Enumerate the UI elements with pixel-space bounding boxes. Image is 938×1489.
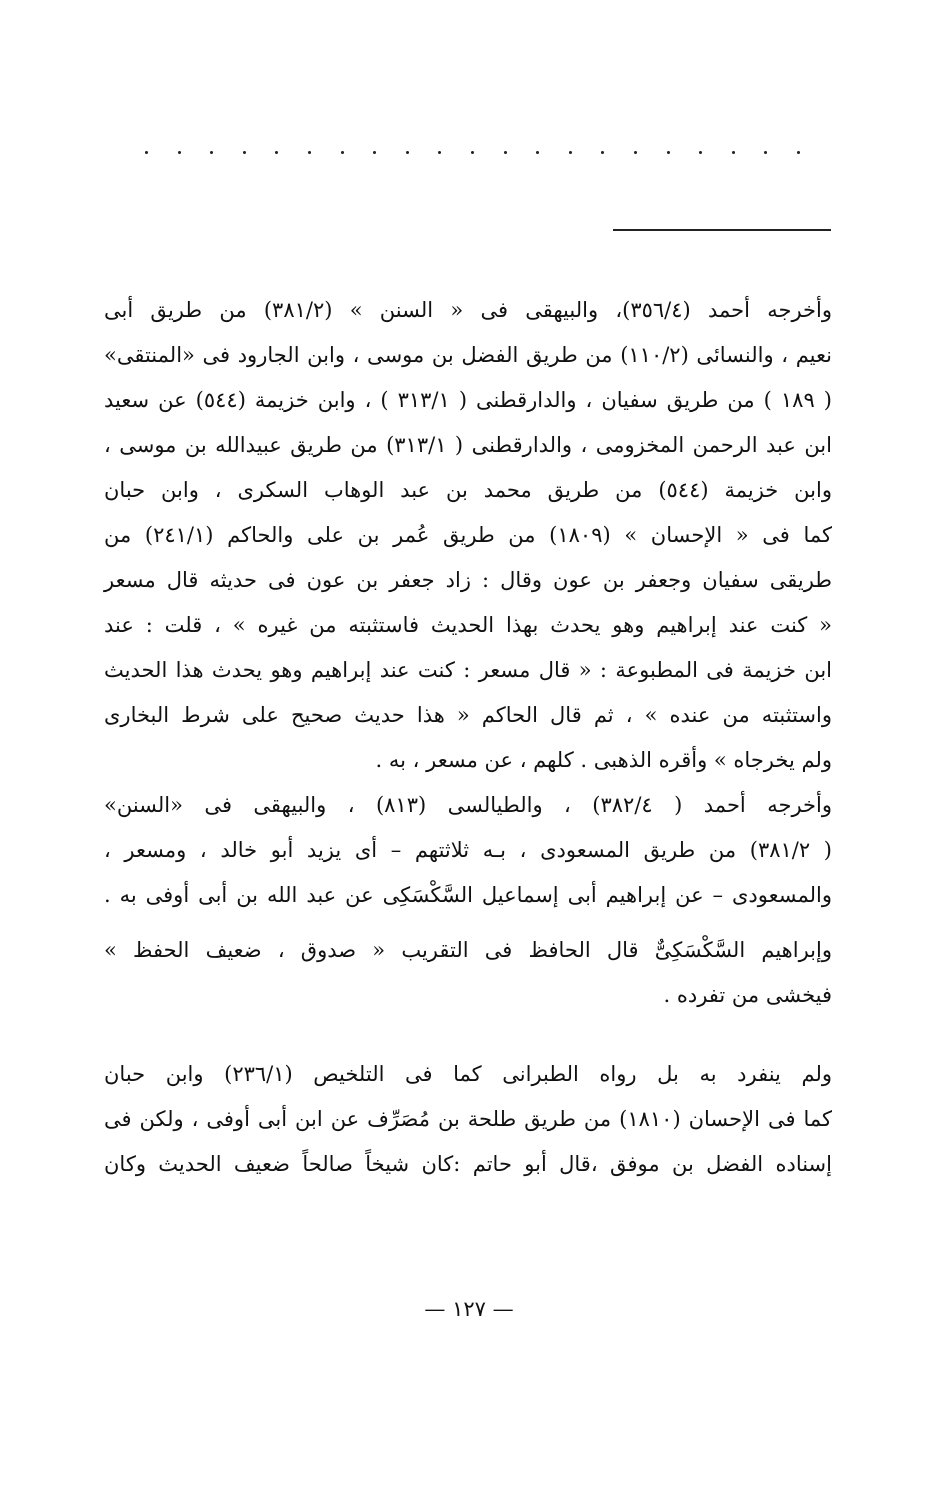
- separator-dot: [536, 151, 539, 154]
- text-line: وابن خزيمة (٥٤٤) من طريق محمد بن عبد الوهاب السكرى ، وابن حبان: [104, 478, 832, 502]
- separator-dot: [406, 151, 409, 154]
- separator-dot: [178, 151, 181, 154]
- separator-dot: [569, 151, 572, 154]
- separator-dot: [634, 151, 637, 154]
- separator-dot: [373, 151, 376, 154]
- text-line: ابن عبد الرحمن المخزومى ، والدارقطنى ( ٣١٣/١) من طريق عبيدالله بن موسى ،: [104, 433, 832, 457]
- footnote-rule: [613, 229, 831, 231]
- text-line: وأخرجه أحمد ( ٣٨٢/٤) ، والطيالسى (٨١٣) ، والبيهقى فى «السنن»: [104, 793, 832, 817]
- separator-dot: [764, 151, 767, 154]
- separator-dot: [308, 151, 311, 154]
- page-number: — ١٢٧ —: [424, 1297, 514, 1321]
- text-line: ( ١٨٩ ) من طريق سفيان ، والدارقطنى ( ٣١٣/١ ) ، وابن خزيمة (٥٤٤) عن سعيد: [104, 388, 832, 412]
- text-line: كما فى الإحسان (١٨١٠) من طريق طلحة بن مُصَرِّف عن ابن أبى أوفى ، ولكن فى: [104, 1107, 832, 1131]
- separator-dot: [438, 151, 441, 154]
- footnote-text: [104, 288, 832, 1187]
- text-line: ولم يخرجاه » وأقره الذهبى . كلهم ، عن مسعر ، به .: [375, 748, 832, 772]
- text-line: والمسعودى – عن إبراهيم أبى إسماعيل السَّكْسَكِى عن عبد الله بن أبى أوفى به .: [104, 883, 832, 907]
- paragraph-2: [104, 783, 832, 918]
- text-line: واستثبته من عنده » ، ثم قال الحاكم « هذا حديث صحيح على شرط البخارى: [104, 703, 832, 727]
- separator-dot: [471, 151, 474, 154]
- text-line: ( ٣٨١/٢) من طريق المسعودى ، بـه ثلاثتهم – أى يزيد أبو خالد ، ومسعر ،: [104, 838, 832, 862]
- text-line: نعيم ، والنسائى (١١٠/٢) من طريق الفضل بن موسى ، وابن الجارود فى «المنتقى»: [104, 343, 832, 367]
- text-line: وأخرجه أحمد (٣٥٦/٤)، والبيهقى فى « السنن » (٣٨١/٢) من طريق أبى: [104, 298, 832, 322]
- separator-dot: [145, 151, 148, 154]
- separator-dot: [699, 151, 702, 154]
- separator-dot: [243, 151, 246, 154]
- text-line: طريقى سفيان وجعفر بن عون وقال : زاد جعفر بن عون فى حديثه قال مسعر: [104, 568, 832, 592]
- text-line: ابن خزيمة فى المطبوعة : « قال مسعر : كنت عند إبراهيم وهو يحدث هذا الحديث: [104, 658, 832, 682]
- separator-dot: [667, 151, 670, 154]
- text-line: فيخشى من تفرده .: [663, 983, 832, 1007]
- text-line: « كنت عند إبراهيم وهو يحدث بهذا الحديث فاستثبته من غيره » ، قلت : عند: [104, 613, 832, 637]
- dotted-separator: [145, 140, 800, 164]
- paragraph-1: [104, 288, 832, 783]
- text-line: كما فى « الإحسان » (١٨٠٩) من طريق عُمر بن على والحاكم (٢٤١/١) من: [104, 523, 832, 547]
- paragraph-3: [104, 928, 832, 1018]
- separator-dot: [797, 151, 800, 154]
- separator-dot: [341, 151, 344, 154]
- paragraph-4: [104, 1052, 832, 1187]
- text-line: ولم ينفرد به بل رواه الطبرانى كما فى التلخيص (٢٣٦/١) وابن حبان: [104, 1062, 832, 1086]
- separator-dot: [275, 151, 278, 154]
- separator-dot: [732, 151, 735, 154]
- separator-dot: [210, 151, 213, 154]
- separator-dot: [504, 151, 507, 154]
- separator-dot: [601, 151, 604, 154]
- text-line: إسناده الفضل بن موفق ،قال أبو حاتم :كان شيخاً صالحاً ضعيف الحديث وكان: [104, 1152, 832, 1176]
- text-line: وإبراهيم السَّكْسَكِىٌّ قال الحافظ فى التقريب « صدوق ، ضعيف الحفظ »: [104, 938, 832, 962]
